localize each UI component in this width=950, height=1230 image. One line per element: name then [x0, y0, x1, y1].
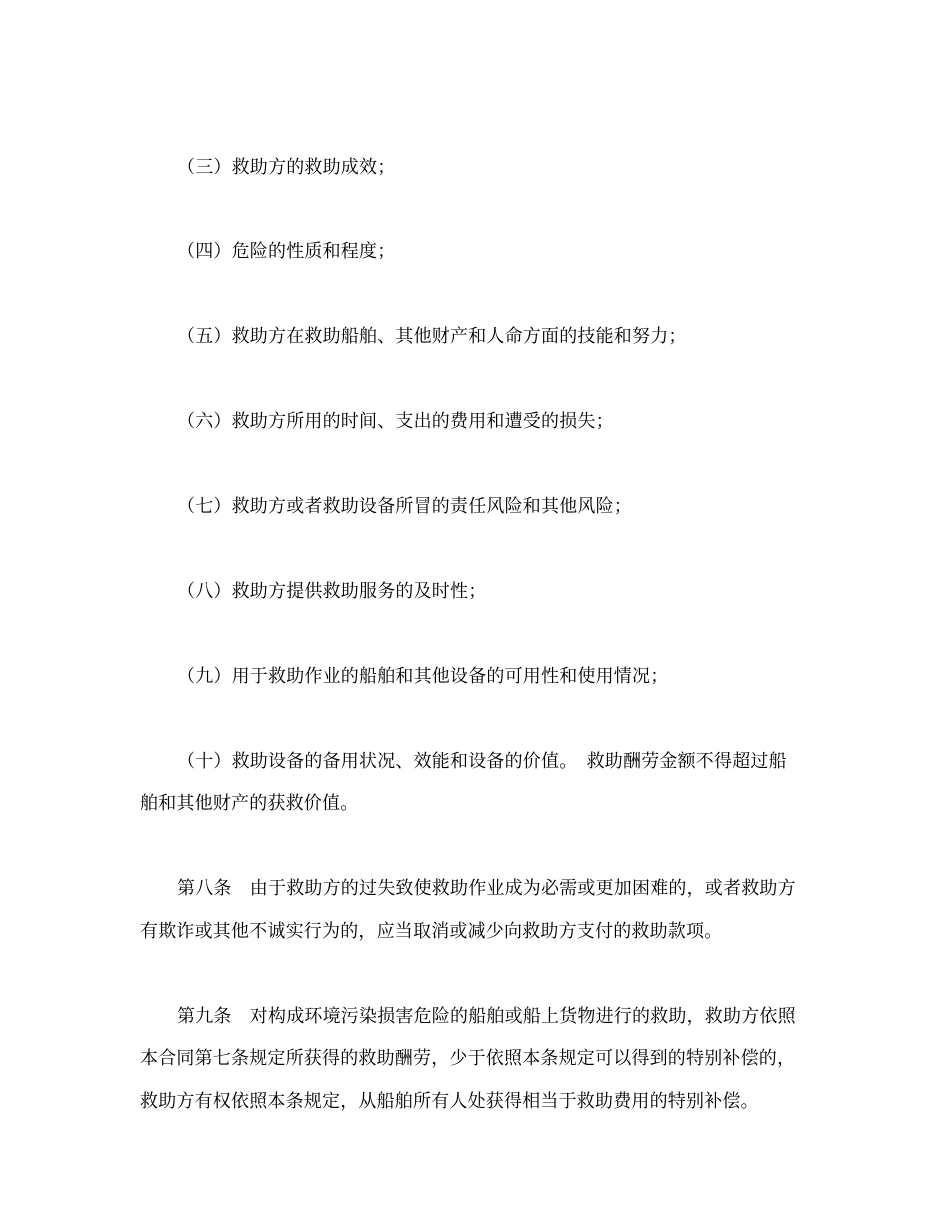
- article-9-line-2: 本合同第七条规定所获得的救助酬劳，少于依照本条规定可以得到的特别补偿的，: [140, 1048, 796, 1069]
- paragraph-item-9: （九）用于救助作业的船舶和其他设备的可用性和使用情况；: [177, 666, 669, 687]
- article-9-line-1: 第九条 对构成环境污染损害危险的船舶或船上货物进行的救助，救助方依照: [177, 1006, 796, 1027]
- paragraph-item-3: （三）救助方的救助成效；: [177, 157, 396, 178]
- article-8-line-2: 有欺诈或其他不诚实行为的，应当取消或减少向救助方支付的救助款项。: [140, 921, 723, 942]
- paragraph-item-4: （四）危险的性质和程度；: [177, 241, 396, 262]
- paragraph-item-6: （六）救助方所用的时间、支出的费用和遭受的损失；: [177, 411, 614, 432]
- paragraph-item-10-line-2: 舶和其他财产的获救价值。: [140, 793, 359, 814]
- paragraph-item-5: （五）救助方在救助船舶、其他财产和人命方面的技能和努力；: [177, 326, 687, 347]
- article-9-line-3: 救助方有权依照本条规定，从船舶所有人处获得相当于救助费用的特别补偿。: [140, 1091, 759, 1112]
- paragraph-item-8: （八）救助方提供救助服务的及时性；: [177, 581, 487, 602]
- paragraph-item-10-line-1: （十）救助设备的备用状况、效能和设备的价值。 救助酬劳金额不得超过船: [177, 751, 787, 772]
- article-8-line-1: 第八条 由于救助方的过失致使救助作业成为必需或更加困难的，或者救助方: [177, 878, 796, 899]
- paragraph-item-7: （七）救助方或者救助设备所冒的责任风险和其他风险；: [177, 496, 632, 517]
